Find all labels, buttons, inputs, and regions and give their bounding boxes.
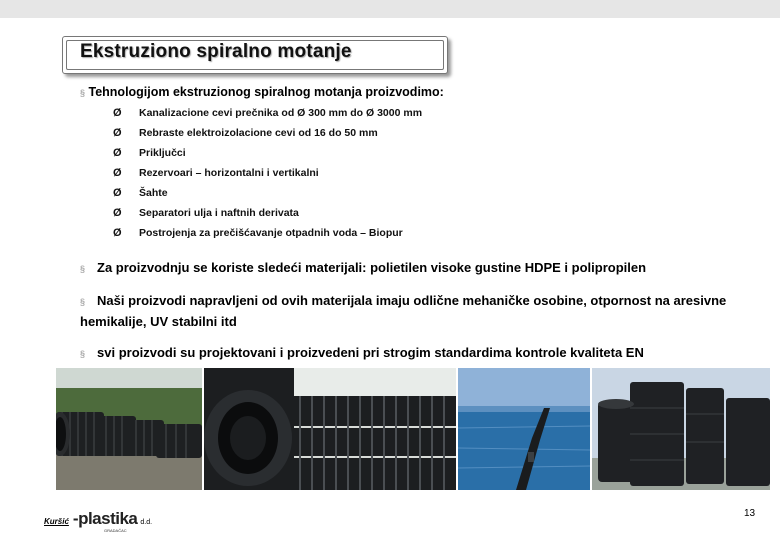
photo-pipes-yard [56,368,202,490]
intro-line [80,85,444,99]
bullet-icon: § [80,264,86,274]
arrow-bullet-icon: Ø [113,127,122,139]
list-item: Ø Separatori ulja i naftnih derivata [113,203,422,223]
list-item: Ø Postrojenja za prečišćavanje otpadnih voda – Biopur [113,223,422,243]
brand-suffix: d.d. [140,519,153,526]
company-logo [44,509,152,529]
properties-paragraph: § Naši proizvodi napravljeni od ovih materijala imaju odlične mehaničke osobine, otpornost na aresivne hemikalije, UV stabilni itd [80,293,727,329]
list-item: Ø Priključci [113,143,422,163]
quality-paragraph: § svi proizvodi su projektovani i proizvedeni pri strogim standardima kontrole kvaliteta EN [80,345,644,360]
list-item: Ø Rezervoari – horizontalni i vertikalni [113,163,422,183]
materials-paragraph: § Za proizvodnju se koriste sledeći materijali: polietilen visoke gustine HDPE i polipropilen [80,260,647,275]
logo-tagline: GRADAČAC [104,528,127,533]
list-item: Ø Šahte [113,183,422,203]
photo-corrugated-pipes [204,368,456,490]
photo-sea-pipeline [458,368,590,490]
brand-name: -plastika [72,509,138,528]
arrow-bullet-icon: Ø [113,187,122,199]
arrow-bullet-icon: Ø [113,147,122,159]
page-number: 13 [744,508,756,519]
photo-strip [56,368,770,490]
slide-title: Ekstruziono spiralno motanje [80,41,352,62]
top-band [0,0,780,18]
bullet-icon: § [80,297,86,307]
intro-text: Tehnologijom ekstruzionog spiralnog motanja proizvodimo: [88,85,444,99]
arrow-bullet-icon: Ø [113,107,122,119]
list-item: Ø Rebraste elektroizolacione cevi od 16 do 50 mm [113,123,422,143]
arrow-bullet-icon: Ø [113,227,122,239]
arrow-bullet-icon: Ø [113,167,122,179]
arrow-bullet-icon: Ø [113,207,122,219]
product-list [113,103,422,243]
company-mark: Kuršić [44,517,69,526]
bullet-icon: § [80,88,86,98]
list-item: Ø Kanalizacione cevi prečnika od Ø 300 mm do Ø 3000 mm [113,103,422,123]
photo-storage-tanks [592,368,770,490]
bullet-icon: § [80,349,86,359]
